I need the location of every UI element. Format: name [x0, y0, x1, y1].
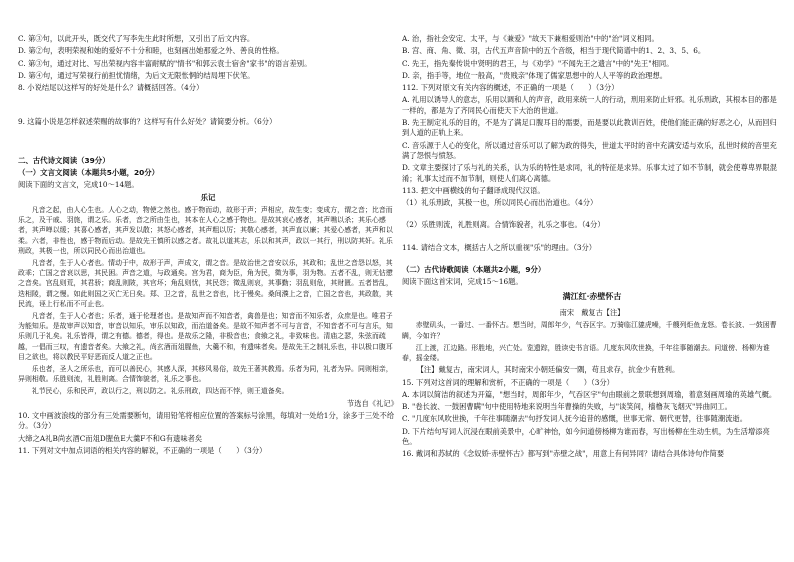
question-option: C. 音乐源于人心的变化，所以通过音乐可以了解为政的得失，世道太平时的音中充满安适与欢乐，乱世时候的音里充满了怨恨与愤怒。 — [402, 140, 777, 160]
poem-note: 【注】戴复古，南宋词人，其时南宋小朝廷偏安一隅，苟且求存，抗金少有胜利。 — [416, 365, 680, 375]
question-option: C. 先王，指先秦传说中贤明的君王，与《劝学》"不闻先王之遗言"中的"先王"相同。 — [402, 58, 674, 68]
passage-paragraph: 凡音者，生于人心者也；乐者，通于伦理者也。是故知声而不知音者，禽兽是也；知音而不知乐者，众庶是也。唯君子为能知乐。是故审声以知音，审音以知乐，审乐以知政，而治道备矣。是故不知声者不可与言音，不知音者不可与言乐，知乐则几于礼矣。礼乐皆得，谓之有德。德者，得也。是故乐之隆，非极音也；食飨之礼，非致味也。清庙之瑟，朱弦而疏越，一倡而三叹，有遗音者矣。大飨之礼，尚玄酒而俎腥鱼，大羹不和，有遗味者矣。是故先王之制礼乐也，非以极口腹耳目之欲也，将以教民平好恶而反人道之正也。 — [18, 312, 393, 361]
question-option: D. 亲，指手等，地位一般高，"贵贱亲"体现了儒家思想中的人人平等的政治理想。 — [402, 70, 668, 80]
question-15: 15. 下列对这首词的理解和赏析，不正确的一项是（ ）（3分） — [402, 377, 614, 387]
poem-title: 满江红·赤壁怀古 — [562, 290, 622, 301]
passage-title: 乐记 — [200, 192, 216, 202]
question-10-options: 大缔之A礼B尚玄酒C而俎D腥鱼E大羹F不和G有遗味者矣 — [18, 433, 203, 443]
subsection-intro: 阅读下面的文言文，完成10～14题。 — [18, 180, 139, 190]
question-option: D. 第②句，表明荣视和她的爱好不十分和睦，也刻画出她那爱之外、善良的性格。 — [18, 46, 284, 56]
question-16: 16. 戴词和苏轼的《念奴娇·赤壁怀古》都写到"赤壁之战"，用意上有何异同？请结合具体诗句作简要 — [402, 449, 725, 459]
section-title: 二、古代诗文阅读（39分） — [18, 155, 110, 165]
question-8: 8. 小说结尾以这样写的好处是什么？请概括回答。（4分） — [18, 83, 204, 93]
question-option: C. 第③句，以此开头，既交代了写李先生此时所想，又引出了后文内容。 — [18, 34, 255, 43]
subsection-title: （二）古代诗歌阅读（本题共2小题，9分） — [402, 265, 546, 275]
passage-paragraph: 礼节民心，乐和民声，政以行之，刑以防之。礼乐刑政，四达而不悖，则王道备矣。 — [31, 387, 289, 396]
passage-paragraph: 乐也者，圣人之所乐也，而可以善民心，其感人深，其移风易俗，故先王著其教焉。乐者为同，礼者为异。同则相亲，异则相敬。乐胜则流，礼胜则离。合情饰貌者，礼乐之事也。 — [18, 365, 393, 384]
question-option: D. 第④句，通过写荣视行前担忧情绪，为后文无限怅惘的结局埋下伏笔。 — [18, 70, 255, 80]
question-option: C. "几度东风吹世换，千年往事随潮去"句抒发词人抚今追昔的感慨，世事无常、朝代更替，往事随潮流逝。 — [402, 414, 748, 424]
question-option: A. 本词以简洁的叙述为开篇，"想当时，周郎年少，气吞区宇"句由眼前之景联想到周瑜，着意刻画周瑜的英雄气概。 — [402, 389, 777, 399]
question-option: A. 治，指社会安定、太平，与《兼爱》"故天下兼相爱则治"中的"治"词义相同。 — [402, 34, 659, 43]
question-option: B. "卷长波、一鼓困曹瞒"句中使用特地来说明当年曹操的失败，与"谈笑间，樯橹灰飞烟灭"异曲同工。 — [402, 402, 732, 412]
question-option: B. 宫、商、角、徵、羽，古代五声音阶中的五个音级，相当于现代简谱中的1、2、3、5、6。 — [402, 46, 706, 56]
poem-author: 南宋 戴复古【注】 — [559, 308, 625, 318]
question-9: 9. 这篇小说是怎样叙述荣赐的故事的？这样写有什么好处？请简要分析。（6分） — [18, 117, 277, 127]
question-option: C. 第③句，通过对比、写出荣视内容丰富耐赋的"情书"和郭云袁士宿舍"家书"的语言差别。 — [18, 58, 312, 68]
passage-source: 节选自《礼记》 — [346, 398, 398, 408]
passage-paragraph: 凡音者，生于人心者也。情动于中，故形于声，声成文，谓之音。是故治世之音安以乐，其政和；乱世之音怨以怒，其政乖；亡国之音哀以思，其民困。声音之道，与政通矣。宫为君，商为臣，角为民，徵为事，羽为物。五者不乱，则无怗懘之音矣。宫乱则荒，其君骄；商乱则陂，其官坏；角乱则忧，其民怨；徵乱则哀，其事勤；羽乱则危，其财匮。五者皆乱，迭相陵，谓之慢。如此则国之灭亡无日矣。郑、卫之音，乱世之音也，比于慢矣。桑间濮上之音，亡国之音也，其政散，其民流，诬上行私而不可止也。 — [18, 258, 393, 308]
question-13-part-1: （1）礼乐刑政，其极一也，所以同民心而出治道也。（4分） — [402, 198, 598, 208]
question-11: 11. 下列对文中加点词语的相关内容的解说，不正确的一项是（ ）（3分） — [18, 445, 267, 455]
subsection-intro: 阅读下面这首宋词，完成15～16题。 — [402, 277, 523, 287]
question-option: D. 文章主要探讨了乐与礼的关系，认为乐的特性是求同，礼的特征是求异。乐事太过了如不节制，就会使尊卑界限混淆；礼事太过而不加节制，则使人们离心离德。 — [402, 163, 778, 183]
question-option: D. 下片结句写词人沉浸在眼前美景中，心旷神怡，如今问道傍杨柳为谁而春，写出杨柳在生动生机，为生活增添亮色。 — [402, 426, 770, 447]
question-option: B. 先王制定礼乐的目的，不是为了满足口腹耳目的需要，而是要以此教训百姓，使他们能正确的好恶之心，从而回归到人道的正轨上来。 — [402, 118, 777, 138]
question-13: 113. 把文中画横线的句子翻译成现代汉语。 — [402, 185, 545, 195]
question-13-part-2: （2）乐胜则流，礼胜则离。合情饰貌者，礼乐之事也。（4分） — [402, 220, 605, 230]
subsection-title: （一）文言文阅读（本题共5小题，20分） — [18, 168, 160, 178]
question-12: 112. 下列对原文有关内容的概述，不正确的一项是（ ）（3分） — [402, 83, 619, 93]
poem-stanza: 江上渡，江边路。形胜地，兴亡处。览遗踪，胜读史书言语。几度东风吹世换，千年往事随潮去。问道傍、杨柳为谁春，摇金缕。 — [402, 343, 770, 363]
question-14: 114. 请结合文本，概括古人之所以重视"乐"的理由。（3分） — [402, 242, 597, 252]
right-column — [402, 34, 782, 462]
poem-stanza: 赤壁矶头，一番过、一番怀古。想当时，周郎年少，气吞区宇。万骑临江貔虎噪，千艘列炬鱼龙怒。卷长波、一鼓困曹瞒，今如许？ — [402, 321, 777, 340]
question-10: 10. 文中画波浪线的部分有三处需要断句，请用铅笔将相应位置的答案标号涂黑，每填对一处给1分，涂多于三处不给分。（3分） — [18, 410, 395, 431]
left-column — [18, 34, 398, 458]
passage-paragraph: 凡音之起，由人心生也。人心之动，物使之然也。感于物而动，故形于声；声相应，故生变；变成方，谓之音；比音而乐之，及干戚、羽旄，谓之乐。乐者，音之所由生也，其本在人心之感于物也。是故其哀心感者，其声噍以杀；其乐心感者，其声啴以缓；其喜心感者，其声发以散；其怒心感者，其声粗以厉；其敬心感者，其声直以廉；其爱心感者，其声和以柔。六者，非性也，感于物而后动。是故先王慎所以感之者。故礼以道其志，乐以和其声，政以一其行，刑以防其奸。礼乐刑政，其极一也，所以同民心而出治道也。 — [18, 205, 393, 255]
question-option: A. 礼用以诱导人的意志，乐用以调和人的声音，政用来统一人的行动，刑用来防止奸邪。礼乐刑政，其根本目的都是一样的，都是为了齐同民心而使天下大治的世道。 — [402, 95, 777, 115]
